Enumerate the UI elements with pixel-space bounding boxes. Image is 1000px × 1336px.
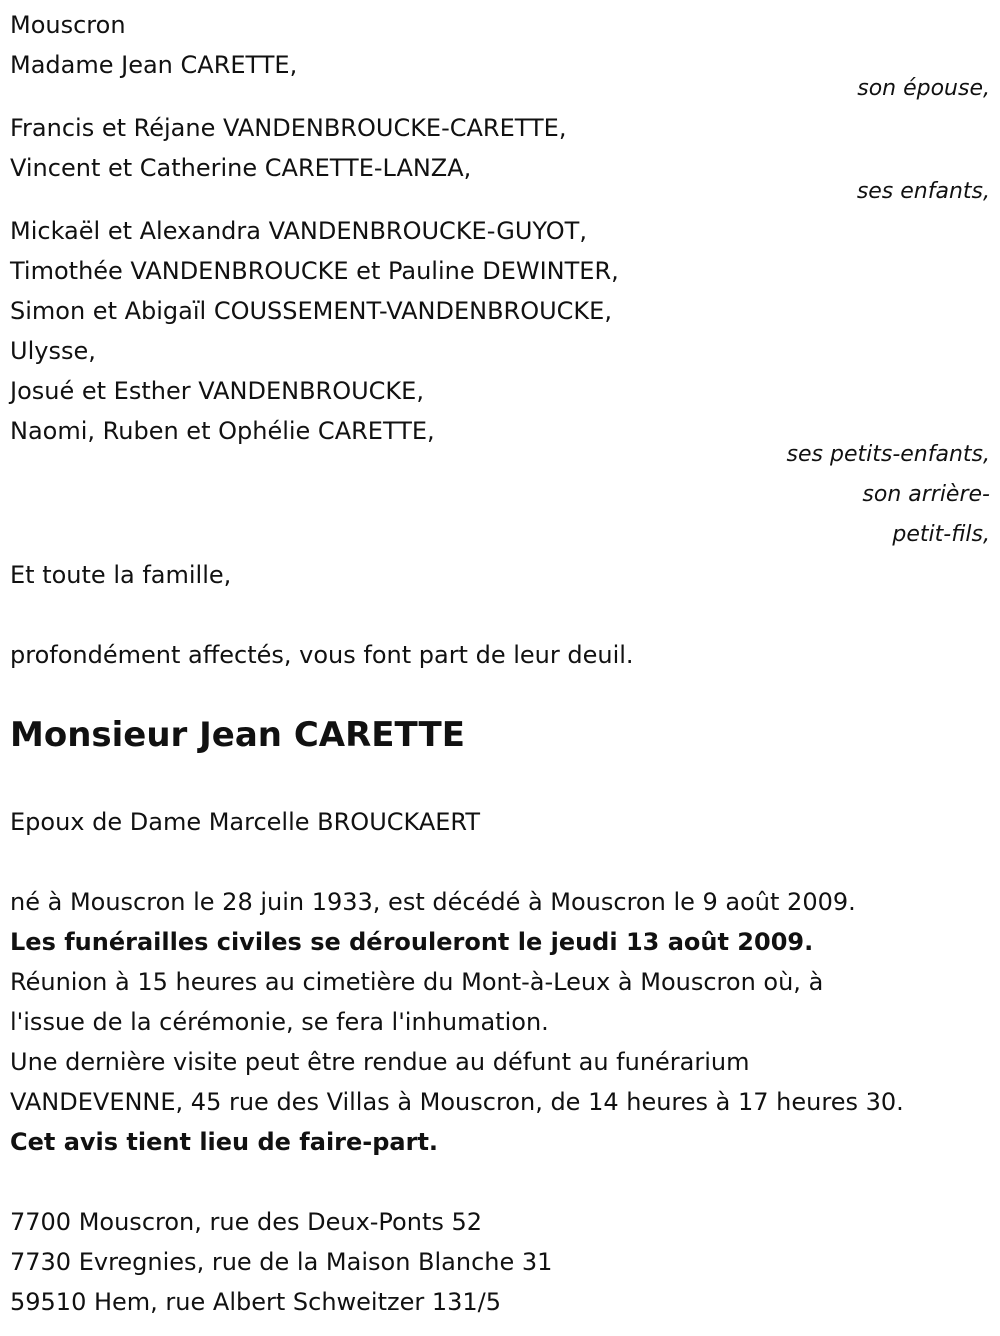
all-family: Et toute la famille,	[10, 561, 232, 589]
city: Mouscron	[10, 11, 126, 39]
grandchild: Ulysse,	[10, 337, 96, 365]
children-role: ses enfants,	[856, 179, 990, 204]
announcement: profondément affectés, vous font part de leur deuil.	[10, 641, 634, 669]
address: 7700 Mouscron, rue des Deux-Ponts 52	[10, 1208, 483, 1236]
child: Francis et Réjane VANDENBROUCKE-CARETTE,	[10, 114, 567, 142]
grandchild: Mickaël et Alexandra VANDENBROUCKE-GUYOT,	[10, 217, 587, 245]
visit-info: Une dernière visite peut être rendue au défunt au funérarium	[10, 1048, 750, 1076]
spouse: Madame Jean CARETTE,	[10, 51, 298, 79]
grandchild: Naomi, Ruben et Ophélie CARETTE,	[10, 417, 435, 445]
grandchildren-role: ses petits-enfants,	[786, 442, 990, 467]
address: 7730 Evregnies, rue de la Maison Blanche 31	[10, 1248, 553, 1276]
visit-info: VANDEVENNE, 45 rue des Villas à Mouscron, de 14 heures à 17 heures 30.	[10, 1088, 904, 1116]
meeting-info: Réunion à 15 heures au cimetière du Mont-à-Leux à Mouscron où, à	[10, 968, 824, 996]
child: Vincent et Catherine CARETTE-LANZA,	[10, 154, 472, 182]
notice: Cet avis tient lieu de faire-part.	[10, 1128, 439, 1156]
grandchild: Josué et Esther VANDENBROUCKE,	[10, 377, 424, 405]
birth-death: né à Mouscron le 28 juin 1933, est décédé à Mouscron le 9 août 2009.	[10, 888, 856, 916]
spouse-of: Epoux de Dame Marcelle BROUCKAERT	[10, 808, 481, 836]
funeral-date: Les funérailles civiles se dérouleront le jeudi 13 août 2009.	[10, 928, 814, 956]
grandchild: Timothée VANDENBROUCKE et Pauline DEWINTER,	[10, 257, 619, 285]
deceased-name: Monsieur Jean CARETTE	[10, 715, 465, 755]
spouse-role: son épouse,	[857, 76, 990, 101]
great-grandchild-role: son arrière-	[862, 482, 990, 507]
great-grandchild-role: petit-fils,	[892, 522, 990, 547]
meeting-info: l'issue de la cérémonie, se fera l'inhumation.	[10, 1008, 549, 1036]
address: 59510 Hem, rue Albert Schweitzer 131/5	[10, 1288, 502, 1316]
grandchild: Simon et Abigaïl COUSSEMENT-VANDENBROUCKE,	[10, 297, 612, 325]
